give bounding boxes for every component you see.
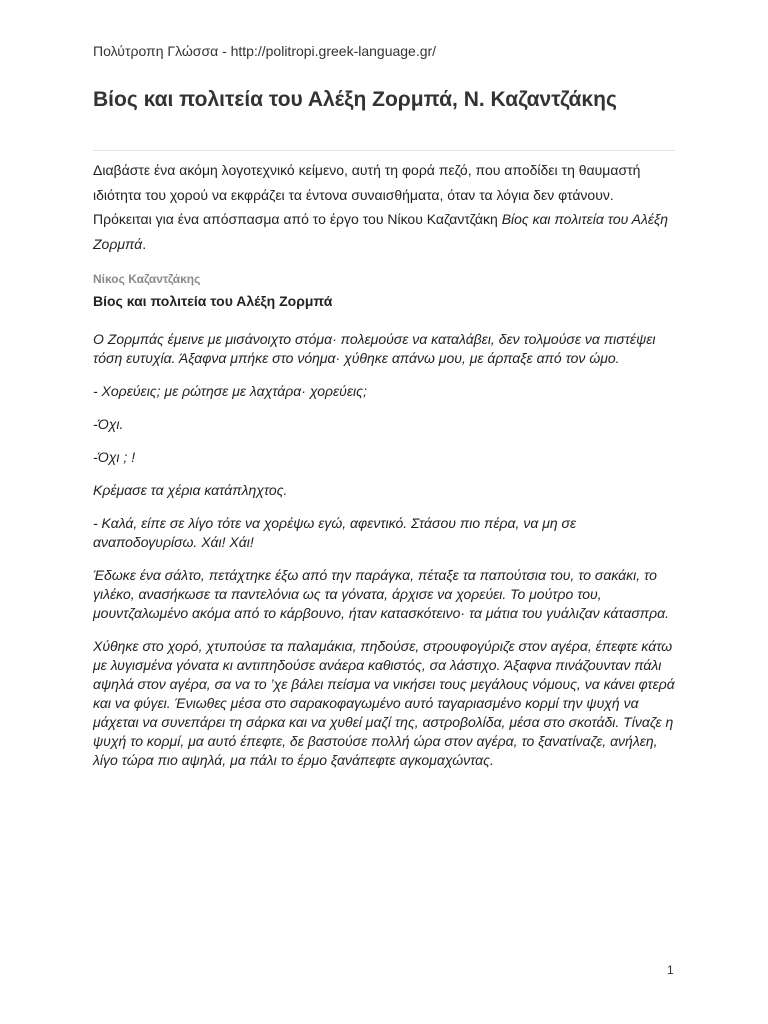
excerpt-paragraph: Χύθηκε στο χορό, χτυπούσε τα παλαμάκια, πηδούσε, στρουφογύριζε στον αγέρα, έπεφτε κάτω με λυγισμένα γόνατα κι αντιπηδούσε ανάερα καθιστός, σα λάστιχο. Άξαφνα πινάζουνταν πάλι αψηλά στον αγέρα, σα να το ’χε βάλει πείσμα να νικήσει τους μεγάλους νόμους, να κάνει φτερά και να φύγει. Ένιωθες μέσα στο σαρακοφαγωμένο αυτό ταγαριασμένο κορμί την ψυχή να μάχεται να συνεπάρει τη σάρκα και να χυθεί μαζί της, αστροβολίδα, μέσα στο σκοτάδι. Τίναζε η ψυχή το κορμί, μα αυτό έπεφτε, δε βαστούσε πολλή ώρα στον αγέρα, το ξανατίναζε, ανήλεη, λίγο τώρα πιο αψηλά, μα πάλι το έρμο ξανάπεφτε αγκομαχώντας. [93,638,675,768]
intro-work-title: Βίος και πολιτεία του Αλέξη Ζορμπά [93,211,669,252]
excerpt-paragraph: Έδωκε ένα σάλτο, πετάχτηκε έξω από την παράγκα, πέταξε τα παπούτσια του, το σακάκι, το γιλέκο, ανασήκωσε τα παντελόνια ως τα γόνατα, άρχισε να χορεύει. Το μούτρο του, μουντζαλωμένο ακόμα από το κάρβουνο, ήταν κατασκότεινο· τα μάτια του γυάλιζαν κάτασπρα. [93,567,670,621]
intro-text: Διαβάστε ένα ακόμη λογοτεχνικό κείμενο, αυτή τη φορά πεζό, που αποδίδει τη θαυμαστή ιδιότητα του χορού να εκφράζει τα έντονα συναισθήματα, όταν τα λόγια δεν φτάνουν. Πρόκειται για ένα απόσπασμα από το έργο του Νίκου Καζαντζάκη [93,162,641,227]
intro-paragraph [93,158,675,256]
excerpt-paragraph: - Χορεύεις; με ρώτησε με λαχτάρα· χορεύεις; [93,383,367,399]
page-title: Βίος και πολιτεία του Αλέξη Ζορμπά, Ν. Καζαντζάκης [93,88,617,111]
author-name: Νίκος Καζαντζάκης [93,272,201,286]
work-title: Βίος και πολιτεία του Αλέξη Ζορμπά [93,293,333,309]
title-divider [93,150,675,151]
excerpt-paragraph: Κρέμασε τα χέρια κατάπληχτος. [93,482,288,498]
excerpt-paragraph: - Καλά, είπε σε λίγο τότε να χορέψω εγώ, αφεντικό. Στάσου πιο πέρα, να μη σε αναποδογυρίσω. Χάι! Χάι! [93,515,577,550]
excerpt-body [93,330,675,784]
intro-end: . [142,235,147,252]
excerpt-paragraph: -Όχι. [93,416,124,432]
excerpt-paragraph: -Όχι ; ! [93,449,136,465]
page-number: 1 [667,963,674,977]
site-header: Πολύτροπη Γλώσσα - http://politropi.greek-language.gr/ [93,43,437,59]
excerpt-paragraph: Ο Ζορμπάς έμεινε με μισάνοιχτο στόμα· πολεμούσε να καταλάβει, δεν τολμούσε να πιστέψει τόση ευτυχία. Άξαφνα μπήκε στο νόημα· χύθηκε απάνω μου, με άρπαξε από τον ώμο. [93,331,656,366]
